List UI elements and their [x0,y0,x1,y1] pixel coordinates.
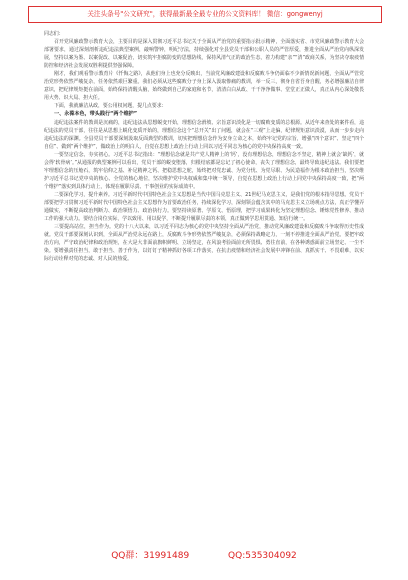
section-heading: 一、永葆本色，带头践行“两个维护” [54,111,138,118]
paragraph: 二要深化学习，提升素养。习近平新时代中国特色社会主义思想是当代中国马克思主义、21世纪马克思主义，是我们党的根本指导思想。党员干部要把学习贯彻习近平新时代中国特色社会主义思想作为首要政治任务，持续深化学习，深刻领会蕴含其中的马克思主义立场观点方法，真正学懂弄通做实，不断提高政治判断力、政治领悟力、政治执行力。要坚持读原著、学原文、悟原理，把学习成果转化为坚定理想信念、锤炼党性修养、推动工作的强大动力。要结合岗位实际，学以致用、用以促学，不断提升履职尽责的本领，真正做到学思用贯通、知信行统一。 [44,191,364,223]
paragraph: 下面，我就廉洁从政，要公用权问题，提几点要求： [54,103,167,110]
paragraph: 刚才，我们观看警示教育片《忏悔之路》，从他们身上也充分反映出，当前党风廉政建设和反腐败斗争仍面临不少新情况新问题，全面从严管党治党形势依然严峻复杂，任务依然艰巨繁重。我们必须从这些腐败分子身上深入汲取惨痛的教训，举一反三，彻身自省吾身自醒，务必增强廉洁自律意识，把纪律规矩挺在前面，始终保持清醒头脑，始终做到自己的家庭和名节，清清白白从政、干干净净做事、堂堂正正做人，真正从内心深处敬畏用大势、识大局、担大任。 [44,71,364,102]
paragraph-list [44,38,364,263]
paragraph: 召开党风廉政警示教育大会，主要目的是深入贯彻习近平总书记关于全面从严治党的重要指示批示精神，全面落实省、市党风廉政警示教育大会部署要求，通过深刻剖析违纪违法典型案例，敲响警钟，明纪守法，持续强化对全县党员干部和公职人员的严管厚爱，推进全面从严治党向纵深发展，坚持以案为鉴、以案促改、以案促治，切实筑牢拒腐防变的思想防线，保持风清气正的政治生态，着力构建“亲”“清”政商关系，为坚决夺取疫情防控和经济社会发展双胜利提供坚强保障。 [44,39,364,70]
footer-contact [0,548,408,561]
paragraph: 一要坚定信念，夯实初心。习近平总书记指出：“理想信念就是共产党人精神上的‘钙’，没有理想信念，理想信念不坚定，精神上就会‘缺钙’，就会得‘软骨病’。”从通报的典型案例可以看出，党员干部的蜕变堕落，归根结底都是忘记了初心使命，丧失了理想信念，最终导致违纪违法。我们要把牢理想信念的压舱石，筑牢信仰之基、补足精神之钙、把稳思想之舵，始终把对党忠诚、为党分忧、为党尽职、为民造福作为根本政治担当，坚决维护习近平总书记党中央的核心、全党的核心地位，坚决维护党中央权威和集中统一领导，自觉在思想上政治上行动上同党中央保持高度一致，把“两个维护”落实到具体行动上，体现在履职尽责、干事创业的实际成效中。 [44,151,364,190]
salutation: 同志们： [44,31,64,37]
paragraph: 三要提高站位，担当作为。党的十八大以来，以习近平同志为核心的党中央坚持全面从严治党，推动党风廉政建设和反腐败斗争取得历史性成就。党员干部要深刻认识到，全面从严治党永远在路上，反腐败斗争形势依然严峻复杂，必须保持战略定力，一刻不停推进全面从严治党。要把牢政治方向，严守政治纪律和政治规矩，在大是大非面前旗帜鲜明、立场坚定，在风浪考验面前无所畏惧、勇往直前，在各种诱惑面前立场坚定、一尘不染。要增强责任担当，敢于担当、善于作为，以钉钉子精神抓好各项工作落实，在抗击疫情和经济社会发展中冲锋在前、真抓实干、不畏艰难，以实际行动诠释对党的忠诚、对人民的热爱。 [44,224,364,263]
footer-qq-group: QQ群：31991489 [111,551,190,561]
header-banner [28,6,382,23]
paragraph: 违纪违法案件的教训是沉痛的，违纪违法从思想蜕变开始，理想信念滑坡、宗旨意识淡化是一切腐败变质的总根源。从近年来查处的案件看，违纪违法的党员干部，往往是从思想上蜕化变质开始的，理想信念这个“总开关”出了问题，就会在“三观”上走偏，纪律规矩意识淡漠，从而一步步走向违纪违法的深渊。全县党员干部要深刻汲取反面典型的教训，切实把理想信念作为安身立命之本，始终牢记党的宗旨，增强“四个意识”、坚定“四个自信”、做到“两个维护”，做政治上的明白人，自觉在思想上政治上行动上同以习近平同志为核心的党中央保持高度一致。 [44,119,364,150]
footer-qq: QQ:535304092 [228,551,297,561]
document-body [44,30,364,263]
banner-text: 关注头条号"公文研究"，获得最新最全最专业的公文资料库！ 微信：gongwenyj [87,10,323,18]
